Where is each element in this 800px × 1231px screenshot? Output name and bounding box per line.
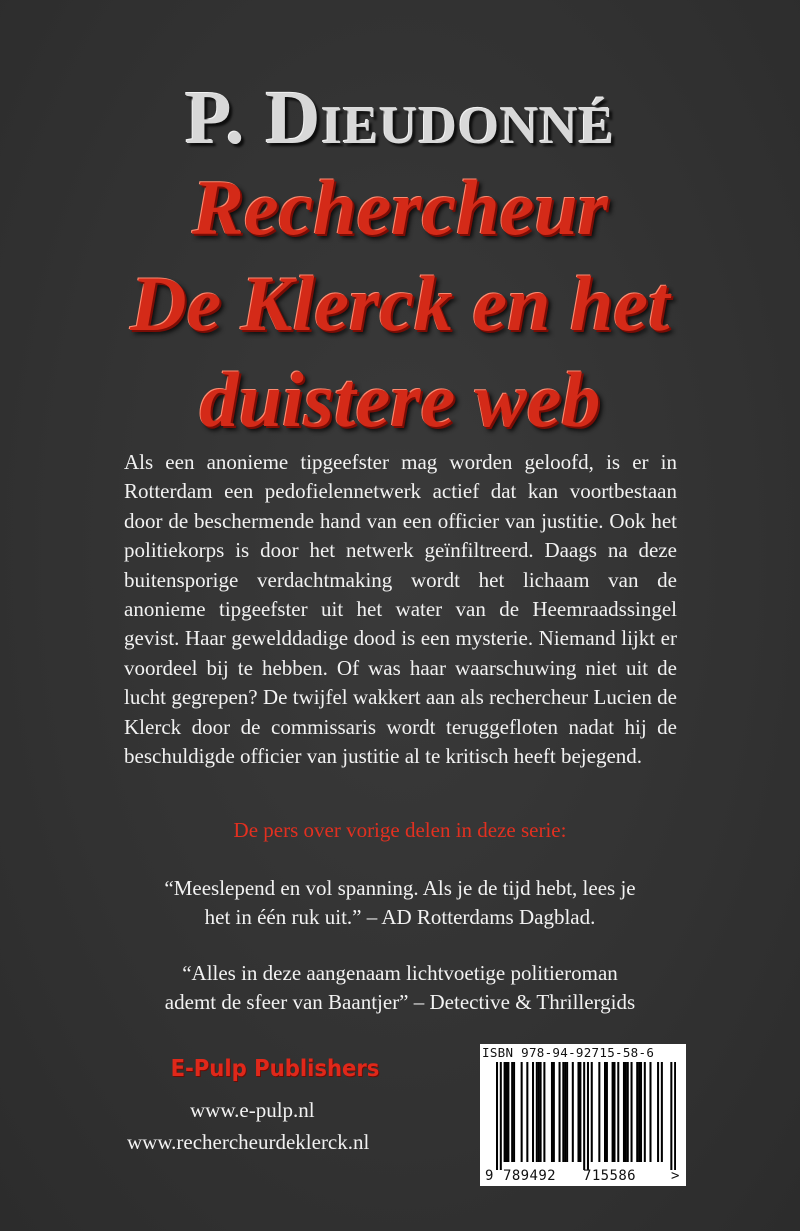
title-line: duistere web (199, 356, 601, 443)
press-heading: De pers over vorige delen in deze serie: (233, 818, 567, 842)
barcode-bar (612, 1062, 614, 1162)
barcode-bar (496, 1062, 498, 1170)
barcode-bar (540, 1062, 542, 1162)
press-quote (100, 874, 700, 932)
barcode-bar (631, 1062, 633, 1162)
ean-digit-group: 789492 (503, 1168, 556, 1184)
publisher-name: E-Pulp Publishers (170, 1056, 380, 1082)
barcode-bar (644, 1062, 646, 1162)
ean-digit-group: > (671, 1168, 680, 1184)
quote-line: “Alles in deze aangenaam lichtvoetige politieroman (182, 961, 618, 985)
barcode-bar (521, 1062, 523, 1162)
barcode-bar (543, 1062, 545, 1162)
barcode-bar (583, 1062, 585, 1170)
barcode-bar (670, 1062, 672, 1170)
barcode-bar (598, 1062, 600, 1162)
blurb-text: Als een anonieme tipgeefster mag worden geloofd, is er in Rotterdam een pedofielennetwerk actief dat kan voortbestaan door de beschermende hand van een officier van justitie. Ook het politiekorps is door het netwerk geïnfiltreerd. Daags na deze buitensporige verdachtmaking wordt het lichaam van de anonieme tipgeefster uit het water van de Heemraadssingel gevist. Haar gewelddadige dood is een mysterie. Niemand lijkt er voordeel bij te hebben. Of was haar waarschuwing niet uit de lucht gegrepen? De twijfel wakkert aan als rechercheur Lucien de Klerck door de commissaris wordt teruggefloten nadat hij de beschuldigde officier van justitie al te kritisch heeft bejegend. (124, 450, 677, 769)
ean-digit-group: 9 (485, 1168, 494, 1184)
barcode-bar (538, 1062, 540, 1162)
barcode-bar (500, 1062, 502, 1170)
quote-line: ademt de sfeer van Baantjer” – Detective & Thrillergids (164, 990, 636, 1014)
book-title (0, 160, 800, 448)
quote-line: “Meeslepend en vol spanning. Als je de tijd hebt, lees je (164, 876, 636, 900)
barcode-bar (623, 1062, 625, 1162)
title-line: Rechercheur (192, 164, 608, 251)
barcode-bar (587, 1062, 589, 1170)
barcode-bar (513, 1062, 515, 1162)
press-quote (100, 959, 700, 1017)
barcode-bars (496, 1062, 676, 1170)
barcode-bar (661, 1062, 663, 1162)
barcode-bar (562, 1062, 564, 1162)
barcode-bar (577, 1062, 579, 1162)
barcode-bar (640, 1062, 642, 1162)
barcode-bar (536, 1062, 538, 1162)
barcode-bar (627, 1062, 629, 1162)
ean-digit-group: 715586 (583, 1168, 636, 1184)
barcode-bar (564, 1062, 566, 1162)
author-name: P. Dieudonné (185, 76, 615, 160)
barcode-bar (657, 1062, 659, 1162)
barcode-bar (504, 1062, 506, 1162)
series-website: www.rechercheurdeklerck.nl (127, 1130, 370, 1154)
barcode-bar (638, 1062, 640, 1162)
isbn-barcode (480, 1044, 686, 1186)
barcode-bar (604, 1062, 606, 1162)
publisher-website: www.e-pulp.nl (190, 1098, 315, 1122)
barcode-bar (559, 1062, 561, 1162)
barcode-bar (591, 1062, 593, 1162)
barcode-bar (505, 1062, 507, 1162)
barcode-bar (636, 1062, 638, 1162)
barcode-bar (511, 1062, 513, 1162)
barcode-bar (674, 1062, 676, 1170)
barcode-bar (649, 1062, 651, 1162)
quote-line: het in één ruk uit.” – AD Rotterdams Dagblad. (204, 905, 596, 929)
barcode-bar (606, 1062, 608, 1162)
barcode-bar (566, 1062, 568, 1162)
isbn-label: ISBN 978-94-92715-58-6 (482, 1045, 655, 1060)
barcode-bar (553, 1062, 555, 1162)
barcode-bar (613, 1062, 615, 1162)
barcode-bar (617, 1062, 619, 1162)
barcode-bar (551, 1062, 553, 1162)
barcode-bar (526, 1062, 528, 1162)
barcode-bar (507, 1062, 509, 1162)
title-line: De Klerck en het (130, 260, 670, 347)
barcode-bar (572, 1062, 574, 1162)
barcode-bar (625, 1062, 627, 1162)
barcode-bar (579, 1062, 581, 1162)
barcode-bar (532, 1062, 534, 1162)
